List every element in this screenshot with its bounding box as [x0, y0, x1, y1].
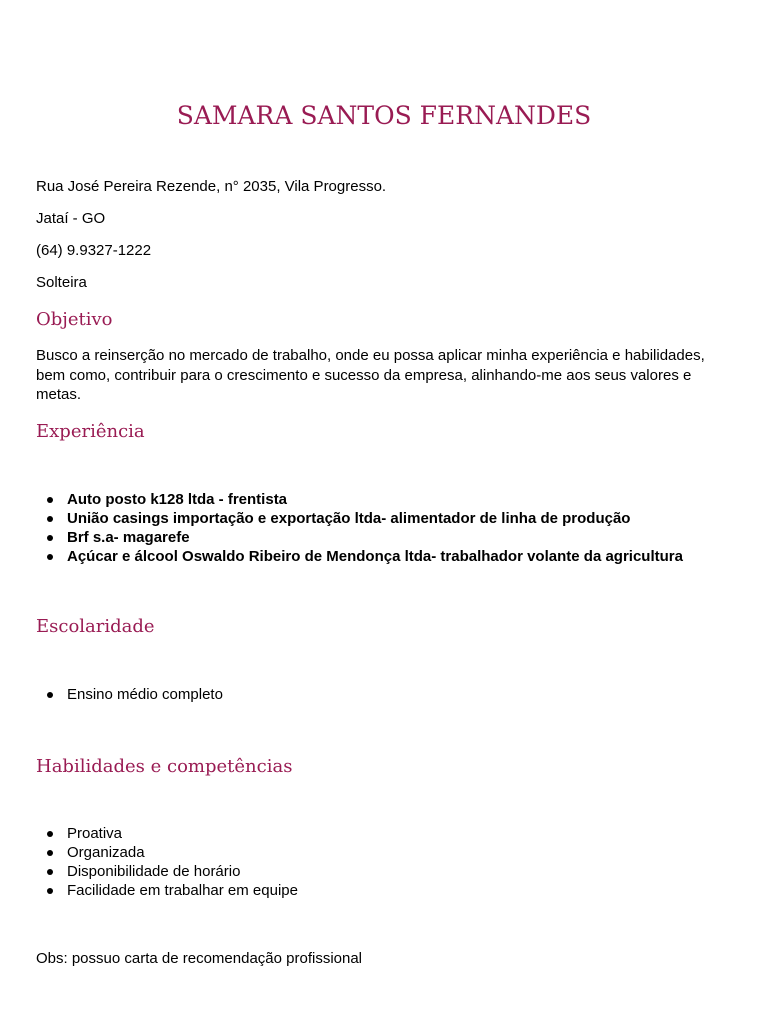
marital-status-line: Solteira [36, 274, 87, 291]
skill-item: Facilidade em trabalhar em equipe [36, 881, 298, 900]
experience-heading: Experiência [36, 421, 145, 442]
education-heading: Escolaridade [36, 616, 155, 637]
objective-text: Busco a reinserção no mercado de trabalho, onde eu possa aplicar minha experiência e habilidades, bem como, contribuir para o crescimento e sucesso da empresa, alinhando-me aos seus valores e metas. [36, 347, 705, 403]
address-line: Rua José Pereira Rezende, n° 2035, Vila Progresso. [36, 178, 387, 195]
objective-heading: Objetivo [36, 309, 113, 330]
skill-item: Organizada [36, 843, 298, 862]
experience-item: União casings importação e exportação ltda- alimentador de linha de produção [36, 509, 683, 528]
city-line: Jataí - GO [36, 210, 106, 227]
experience-list [36, 490, 683, 566]
phone-line: (64) 9.9327-1222 [36, 242, 152, 259]
experience-item: Brf s.a- magarefe [36, 528, 683, 547]
candidate-name: SAMARA SANTOS FERNANDES [176, 101, 592, 130]
recommendation-note: Obs: possuo carta de recomendação profissional [36, 950, 363, 967]
skill-item: Disponibilidade de horário [36, 862, 298, 881]
education-list [36, 685, 223, 704]
skill-item: Proativa [36, 824, 298, 843]
experience-item: Auto posto k128 ltda - frentista [36, 490, 683, 509]
skills-heading: Habilidades e competências [36, 756, 293, 777]
education-item: Ensino médio completo [36, 685, 223, 704]
experience-item: Açúcar e álcool Oswaldo Ribeiro de Mendonça ltda- trabalhador volante da agricultura [36, 547, 683, 566]
skills-list [36, 824, 298, 900]
